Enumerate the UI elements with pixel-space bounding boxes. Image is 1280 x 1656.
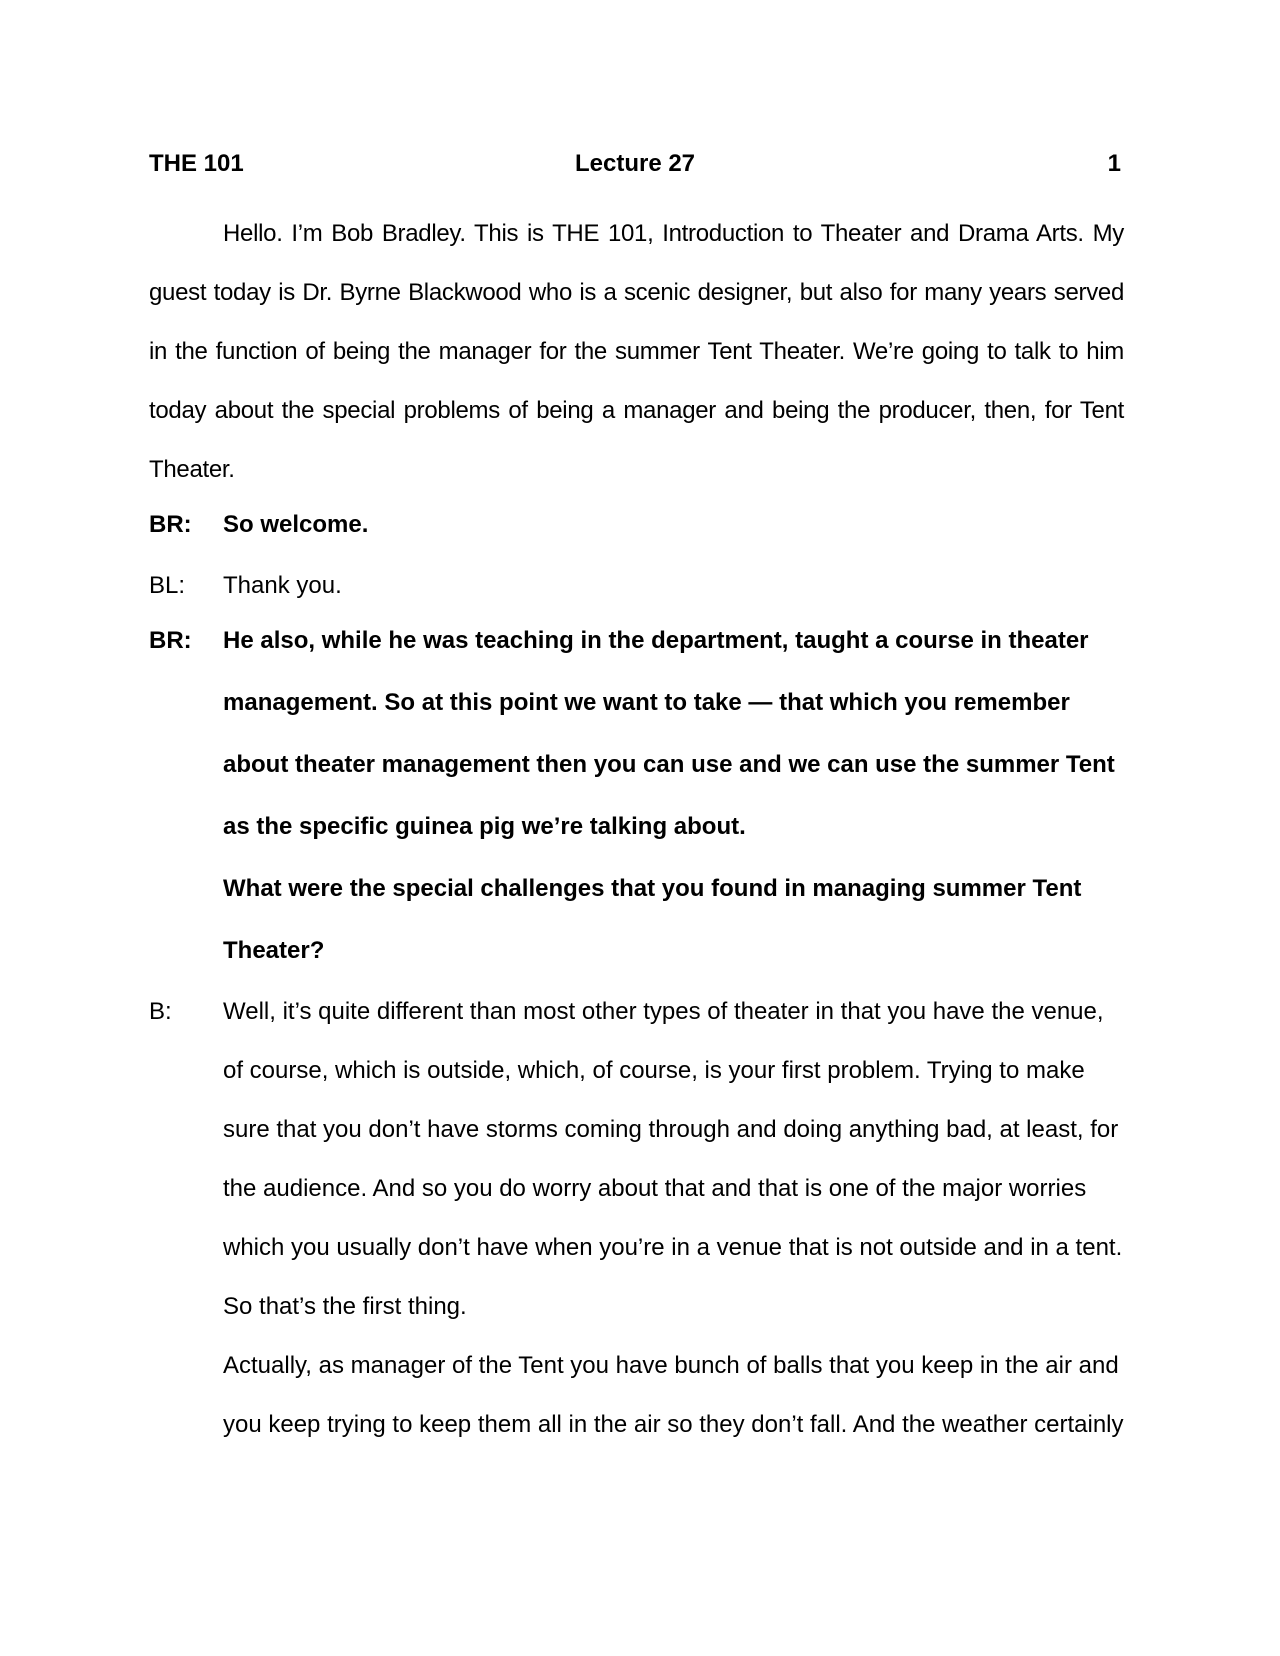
speaker-label: BL: — [149, 572, 186, 599]
dialogue-turn — [149, 566, 1124, 606]
turn-body — [223, 505, 1124, 545]
course-code: THE 101 — [149, 150, 244, 177]
turn-paragraph: So welcome. — [223, 511, 369, 538]
speaker-label: B: — [149, 998, 172, 1025]
intro-paragraph: Hello. I’m Bob Bradley. This is THE 101, Introduction to Theater and Drama Arts. My guest today is Dr. Byrne Blackwood who is a scenic designer, but also for many years served in the function of being the manager for the summer Tent Theater. We’re going to talk to him today about the special problems of being a manager and being the producer, then, for Tent Theater. — [149, 220, 1124, 483]
dialogue-turn — [149, 610, 1124, 982]
turn-paragraph: Well, it’s quite different than most other types of theater in that you have the venue, of course, which is outside, which, of course, is your first problem. Trying to make sure that you don’t have storms coming through and doing anything bad, at least, for the audience. And so you do worry about that and that is one of the major worries which you usually don’t have when you’re in a venue that is not outside and in a tent. So that’s the first thing. — [223, 998, 1123, 1320]
turn-paragraph: Actually, as manager of the Tent you have bunch of balls that you keep in the air and you keep trying to keep them all in the air so they don’t fall. And the weather certainly — [223, 1352, 1124, 1438]
turn-paragraph: What were the special challenges that you found in managing summer Tent Theater? — [223, 875, 1082, 964]
turn-paragraph: Thank you. — [223, 572, 342, 599]
speaker-label: BR: — [149, 511, 192, 538]
dialogue-turn — [149, 505, 1124, 545]
turn-body — [223, 982, 1124, 1454]
speaker-label: BR: — [149, 627, 192, 654]
turn-paragraph: He also, while he was teaching in the department, taught a course in theater management. So at this point we want to take — that which you remember about theater management then you can use and we can use the summer Tent as the specific guinea pig we’re talking about. — [223, 627, 1115, 840]
page-header — [149, 150, 1121, 184]
lecture-title: Lecture 27 — [574, 150, 696, 177]
turn-body — [223, 566, 1124, 606]
dialogue-turn — [149, 982, 1124, 1454]
turn-body — [223, 610, 1124, 982]
page-number: 1 — [1107, 150, 1121, 177]
